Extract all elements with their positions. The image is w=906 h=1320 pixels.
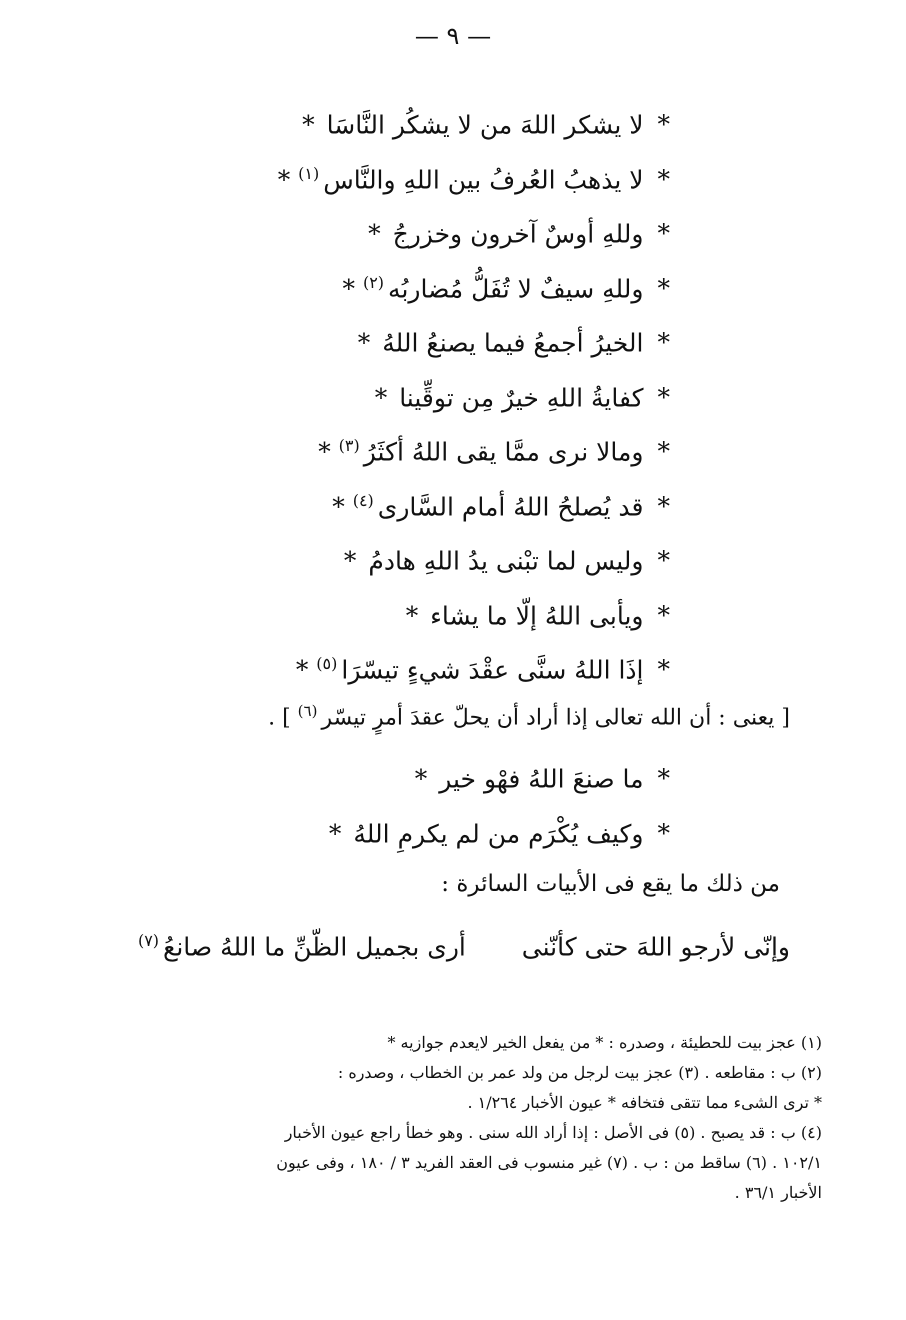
couplet-second-hemistich: أرى بجميل الظّنِّ ما اللهُ صانعُ xyxy=(163,932,466,962)
verse-line xyxy=(240,583,670,638)
verse-text: وكيف يُكْرَم من لم يكرمِ اللهُ xyxy=(353,818,644,848)
footnote-line: ١٠٢/١ . (٦) ساقط من : ب . (٧) غير منسوب فى العقد الفريد ٣ / ١٨٠ ، وفى عيون xyxy=(276,1153,822,1172)
verse-line xyxy=(240,92,670,147)
verse-star: * xyxy=(332,491,345,521)
verse-star: * xyxy=(657,273,670,303)
verse-line xyxy=(240,637,670,692)
verse-text: لا يذهبُ العُرفُ بين اللهِ والنَّاس xyxy=(323,164,644,194)
verse-text: لا يشكر اللهَ من لا يشكُر النَّاسَا xyxy=(326,110,644,140)
page-number: — ٩ — xyxy=(414,22,492,50)
footnote-line: (٢) ب : مقاطعه . (٣) عجز بيت لرجل من ولد عمر بن الخطاب ، وصدره : xyxy=(337,1063,822,1082)
footnote-ref: (٦) xyxy=(297,702,318,720)
footnote-ref: (٥) xyxy=(316,654,338,673)
verse-star: * xyxy=(302,110,315,140)
verse-star: * xyxy=(657,818,670,848)
verse-line xyxy=(240,201,670,256)
verse-text: ويأبى اللهُ إلّا ما يشاء xyxy=(430,600,644,630)
verse-text: وللهِ أوسٌ آخرون وخزرجُ xyxy=(392,219,644,249)
verse-star: * xyxy=(277,164,291,194)
verse-star: * xyxy=(342,273,355,303)
footnote-line: (٤) ب : قد يصبح . (٥) فى الأصل : إذا أراد الله سنى . وهو خطأ راجع عيون الأخبار xyxy=(284,1123,822,1142)
verse-text: الخيرُ أجمعُ فيما يصنعُ اللهُ xyxy=(382,328,644,358)
verse-line xyxy=(240,474,670,529)
verse-star: * xyxy=(374,382,388,412)
verse-star: * xyxy=(657,546,670,576)
verse-star: * xyxy=(414,764,428,794)
verse-star: * xyxy=(657,437,670,467)
verse-line xyxy=(240,256,670,311)
verse-star: * xyxy=(657,655,670,685)
verse-text: إذَا اللهُ سنَّى عقْدَ شيءٍ تيسّرَا xyxy=(341,655,644,685)
gloss-close: ] . xyxy=(268,705,291,731)
verse-star: * xyxy=(657,110,670,140)
verse-line xyxy=(240,147,670,202)
gloss-explanation xyxy=(270,686,790,743)
verse-star: * xyxy=(657,600,670,630)
footnotes xyxy=(80,1028,822,1208)
gloss-text: [ يعنى : أن الله تعالى إذا أراد أن يحلّ عقدَ أمرٍ تيسّر xyxy=(321,705,790,731)
verse-line xyxy=(240,528,670,583)
verse-line xyxy=(240,365,670,420)
verse-star: * xyxy=(657,219,670,249)
verse-star: * xyxy=(328,818,342,848)
verse-text: ما صنعَ اللهُ فهْو خير xyxy=(439,764,644,794)
footnote-line: الأخبار ٣٦/١ . xyxy=(734,1183,822,1202)
verse-text: وللهِ سيفٌ لا تُفَلُّ مُضاربُه xyxy=(388,273,644,303)
verse-line xyxy=(240,310,670,365)
verse-star: * xyxy=(295,655,309,685)
footnote-ref: (١) xyxy=(298,163,320,183)
verse-text: وليس لما تبْنى يدُ اللهِ هادمُ xyxy=(368,546,644,576)
verse-star: * xyxy=(357,328,371,358)
verse-star: * xyxy=(318,437,331,467)
footnote-line: * ترى الشىء مما تتقى فتخافه * عيون الأخبار ١/٢٦٤ . xyxy=(467,1093,822,1112)
verse-text: كفايةُ اللهِ خيرٌ مِن توقِّينا xyxy=(399,382,644,412)
verse-star: * xyxy=(657,328,670,358)
verse-line xyxy=(240,801,670,856)
verse-text: قد يُصلحُ اللهُ أمام السَّارى xyxy=(377,491,644,521)
verse-star: * xyxy=(368,219,381,249)
verse-line xyxy=(240,746,670,801)
proverb-verse-list-continued xyxy=(240,746,670,855)
verse-star: * xyxy=(343,546,357,576)
footnote-ref: (٢) xyxy=(362,272,385,292)
verse-star: * xyxy=(405,600,419,630)
couplet-first-hemistich: وإنّى لأرجو اللهَ حتى كأنّنى xyxy=(521,932,790,962)
proverb-verse-list xyxy=(240,92,670,692)
couplet-verse xyxy=(90,914,790,974)
verse-text: ومالا نرى ممَّا يقى اللهُ أكثَرُ xyxy=(363,437,644,467)
section-intro: من ذلك ما يقع فى الأبيات السائرة : xyxy=(441,871,780,897)
verse-star: * xyxy=(657,764,670,794)
verse-star: * xyxy=(657,382,670,412)
verse-star: * xyxy=(657,164,670,194)
verse-star: * xyxy=(657,491,670,521)
footnote-ref: (٧) xyxy=(137,931,160,950)
verse-line xyxy=(240,419,670,474)
footnote-ref: (٤) xyxy=(352,490,374,510)
footnote-ref: (٣) xyxy=(338,436,360,455)
footnote-line: (١) عجز بيت للحطيئة ، وصدره : * من يفعل الخير لايعدم جوازيه * xyxy=(387,1033,822,1052)
